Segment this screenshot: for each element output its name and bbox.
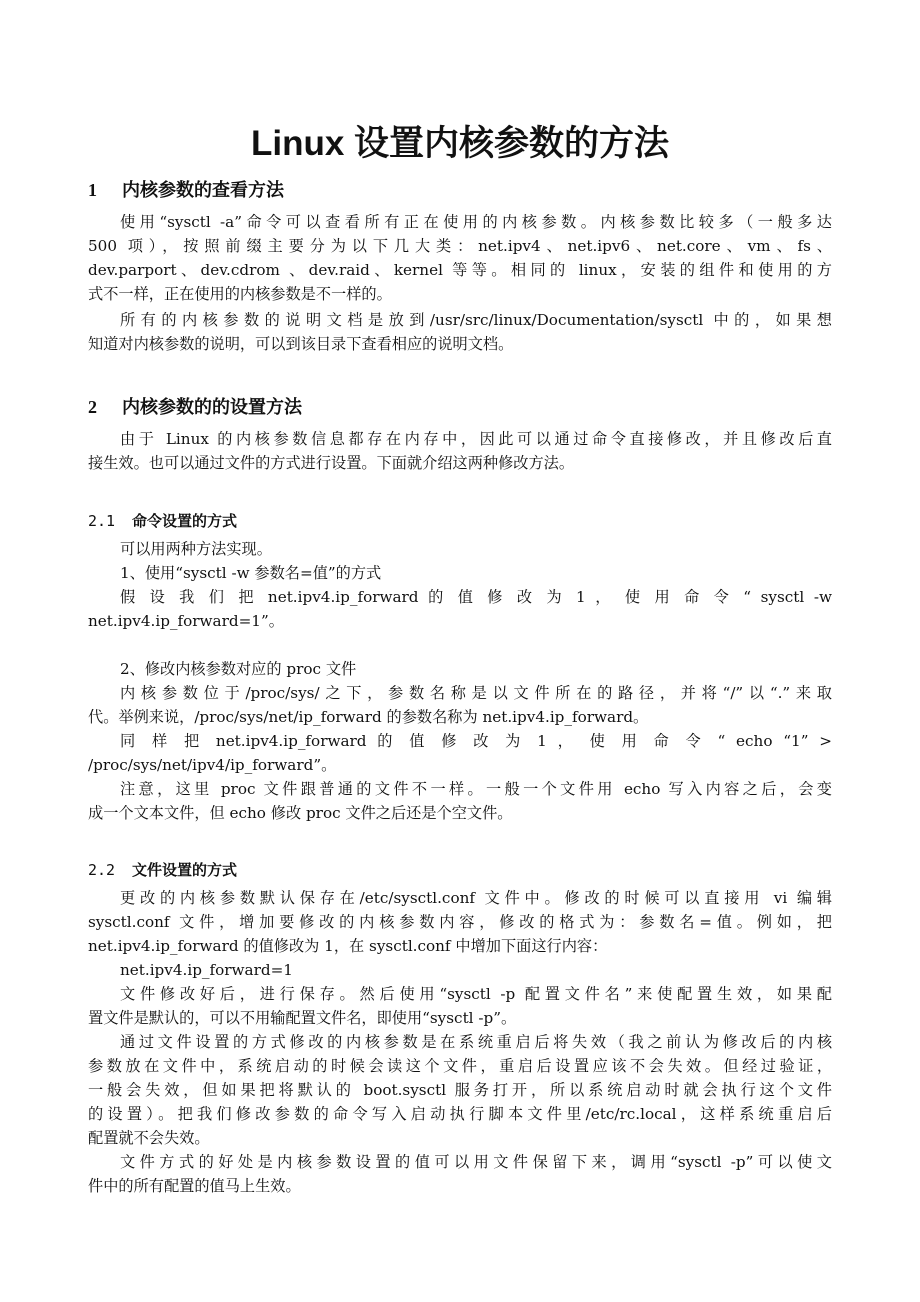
paragraph-line: sysctl.conf 文件，增加要修改的内核参数内容，修改的格式为：参数名=值。例如，把 <box>88 913 832 931</box>
paragraph-line: 同 样 把 net.ipv4.ip_forward 的 值 修 改 为 1 ， 使 用 命 令 “ echo “1” > <box>120 732 832 750</box>
paragraph-line: 2、修改内核参数对应的 proc 文件 <box>120 660 357 678</box>
paragraph-line: 文件修改好后，进行保存。然后使用“sysctl -p 配置文件名”来使配置生效，如果配 <box>120 985 832 1003</box>
paragraph-line: 件中的所有配置的值马上生效。 <box>88 1177 301 1195</box>
paragraph-line: dev.parport、dev.cdrom 、dev.raid、kernel 等等。相同的 linux，安装的组件和使用的方 <box>88 261 832 279</box>
subsection-title: 文件设置的方式 <box>132 861 238 879</box>
section-number: 1 <box>88 180 97 200</box>
paragraph-line: 通过文件设置的方式修改的内核参数是在系统重启后将失效（我之前认为修改后的内核 <box>120 1033 832 1051</box>
paragraph-line: 知道对内核参数的说明，可以到该目录下查看相应的说明文档。 <box>88 335 514 353</box>
paragraph-line: net.ipv4.ip_forward 的值修改为 1，在 sysctl.conf 中增加下面这行内容： <box>88 937 608 955</box>
paragraph-line: 假 设 我 们 把 net.ipv4.ip_forward 的 值 修 改 为 1 ， 使 用 命 令 “ sysctl -w <box>120 588 832 606</box>
paragraph-line: 式不一样，正在使用的内核参数是不一样的。 <box>88 285 392 303</box>
paragraph-line: 可以用两种方法实现。 <box>120 540 272 558</box>
section-title: 内核参数的查看方法 <box>122 180 284 201</box>
subsection-title: 命令设置的方式 <box>132 512 238 530</box>
paragraph-line: 成一个文本文件，但 echo 修改 proc 文件之后还是个空文件。 <box>88 804 513 822</box>
paragraph-line: 参数放在文件中，系统启动的时候会读这个文件，重启后设置应该不会失效。但经过验证， <box>88 1057 832 1075</box>
subsection-heading <box>88 859 237 880</box>
paragraph-line: 文件方式的好处是内核参数设置的值可以用文件保留下来，调用“sysctl -p”可以使文 <box>120 1153 832 1171</box>
paragraph-line: 的设置）。把我们修改参数的命令写入启动执行脚本文件里/etc/rc.local，这样系统重启后 <box>88 1105 832 1123</box>
paragraph-line: 更改的内核参数默认保存在/etc/sysctl.conf 文件中。修改的时候可以直接用 vi 编辑 <box>120 889 832 907</box>
section-heading <box>88 393 302 419</box>
paragraph-line: /proc/sys/net/ipv4/ip_forward”。 <box>88 756 337 774</box>
paragraph-line: net.ipv4.ip_forward=1”。 <box>88 612 284 630</box>
paragraph-line: net.ipv4.ip_forward=1 <box>120 961 293 979</box>
subsection-number: 2.2 <box>88 861 116 879</box>
paragraph-line: 所有的内核参数的说明文档是放到/usr/src/linux/Documentation/sysctl 中的，如果想 <box>120 311 832 329</box>
subsection-number: 2.1 <box>88 512 116 530</box>
paragraph-line: 代。举例来说，/proc/sys/net/ip_forward 的参数名称为 net.ipv4.ip_forward。 <box>88 708 649 726</box>
paragraph-line: 由于 Linux 的内核参数信息都存在内存中，因此可以通过命令直接修改，并且修改后直 <box>120 430 832 448</box>
paragraph-line: 使用“sysctl -a”命令可以查看所有正在使用的内核参数。内核参数比较多（一般多达 <box>120 213 832 231</box>
paragraph-line: 接生效。也可以通过文件的方式进行设置。下面就介绍这两种修改方法。 <box>88 454 574 472</box>
document-title: Linux 设置内核参数的方法 <box>250 124 670 163</box>
section-number: 2 <box>88 397 97 417</box>
subsection-heading <box>88 510 237 531</box>
paragraph-line: 1、使用“sysctl -w 参数名=值”的方式 <box>120 564 382 582</box>
paragraph-line: 置文件是默认的，可以不用输配置文件名，即使用“sysctl -p”。 <box>88 1009 517 1027</box>
paragraph-line: 注意，这里 proc 文件跟普通的文件不一样。一般一个文件用 echo 写入内容之后，会变 <box>120 780 832 798</box>
section-title: 内核参数的的设置方法 <box>122 397 302 418</box>
paragraph-line: 500 项），按照前缀主要分为以下几大类：net.ipv4、net.ipv6、net.core、vm、fs、 <box>88 237 832 255</box>
paragraph-line: 内核参数位于/proc/sys/之下，参数名称是以文件所在的路径，并将“/”以“.”来取 <box>120 684 832 702</box>
section-heading <box>88 176 284 202</box>
paragraph-line: 配置就不会失效。 <box>88 1129 210 1147</box>
paragraph-line: 一般会失效，但如果把将默认的 boot.sysctl 服务打开，所以系统启动时就会执行这个文件 <box>88 1081 832 1099</box>
